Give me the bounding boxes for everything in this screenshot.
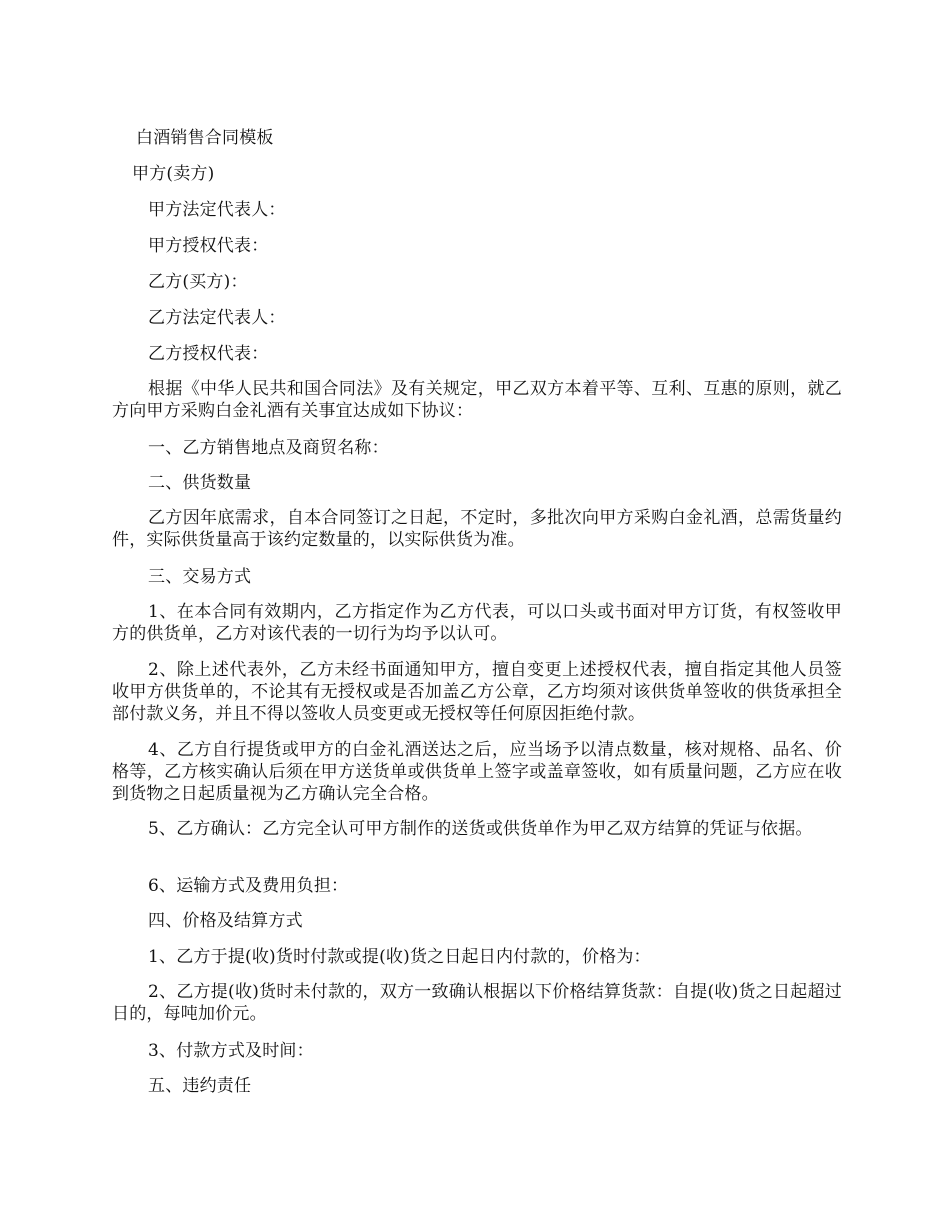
intro-paragraph: 根据《中华人民共和国合同法》及有关规定，甲乙双方本着平等、互利、互惠的原则，就乙方向甲方采购白金礼酒有关事宜达成如下协议： — [112, 379, 842, 421]
section-4-heading: 四、价格及结算方式 — [148, 911, 303, 931]
section-4-item-2: 2、乙方提(收)货时未付款的，双方一致确认根据以下价格结算货款：自提(收)货之日起超过日的，每吨加价元。 — [112, 982, 842, 1024]
section-3-item-1: 1、在本合同有效期内，乙方指定作为乙方代表，可以口头或书面对甲方订货，有权签收甲方的供货单，乙方对该代表的一切行为均予以认可。 — [112, 602, 842, 644]
section-1-heading: 一、乙方销售地点及商贸名称： — [148, 438, 389, 458]
section-3-item-5: 5、乙方确认：乙方完全认可甲方制作的送货或供货单作为甲乙双方结算的凭证与依据。 — [148, 819, 813, 839]
party-b-legal-rep: 乙方法定代表人： — [148, 308, 286, 328]
party-a-auth-rep: 甲方授权代表： — [148, 236, 269, 256]
section-4-item-3: 3、付款方式及时间： — [148, 1041, 314, 1061]
section-5-heading: 五、违约责任 — [148, 1076, 252, 1096]
section-3-heading: 三、交易方式 — [148, 567, 252, 587]
party-b-auth-rep: 乙方授权代表： — [148, 344, 269, 364]
section-2-body: 乙方因年底需求，自本合同签订之日起，不定时，多批次向甲方采购白金礼酒，总需货量约件，实际供货量高于该约定数量的，以实际供货为准。 — [112, 508, 842, 550]
party-a-legal-rep: 甲方法定代表人： — [148, 200, 286, 220]
section-3-item-4: 4、乙方自行提货或甲方的白金礼酒送达之后，应当场予以清点数量，核对规格、品名、价格等，乙方核实确认后须在甲方送货单或供货单上签字或盖章签收，如有质量问题，乙方应在收到货物之日起质量视为乙方确认完全合格。 — [112, 740, 842, 804]
section-3-item-2: 2、除上述代表外，乙方未经书面通知甲方，擅自变更上述授权代表，擅自指定其他人员签收甲方供货单的，不论其有无授权或是否加盖乙方公章，乙方均须对该供货单签收的供货承担全部付款义务，并且不得以签收人员变更或无授权等任何原因拒绝付款。 — [112, 660, 842, 724]
party-a-heading: 甲方(卖方) — [132, 164, 215, 184]
section-2-heading: 二、供货数量 — [148, 473, 252, 493]
section-3-item-6: 6、运输方式及费用负担： — [148, 876, 349, 896]
section-4-item-1: 1、乙方于提(收)货时付款或提(收)货之日起日内付款的，价格为： — [148, 947, 651, 967]
document-title: 白酒销售合同模板 — [136, 128, 274, 148]
party-b-heading: 乙方(买方)： — [148, 272, 248, 292]
